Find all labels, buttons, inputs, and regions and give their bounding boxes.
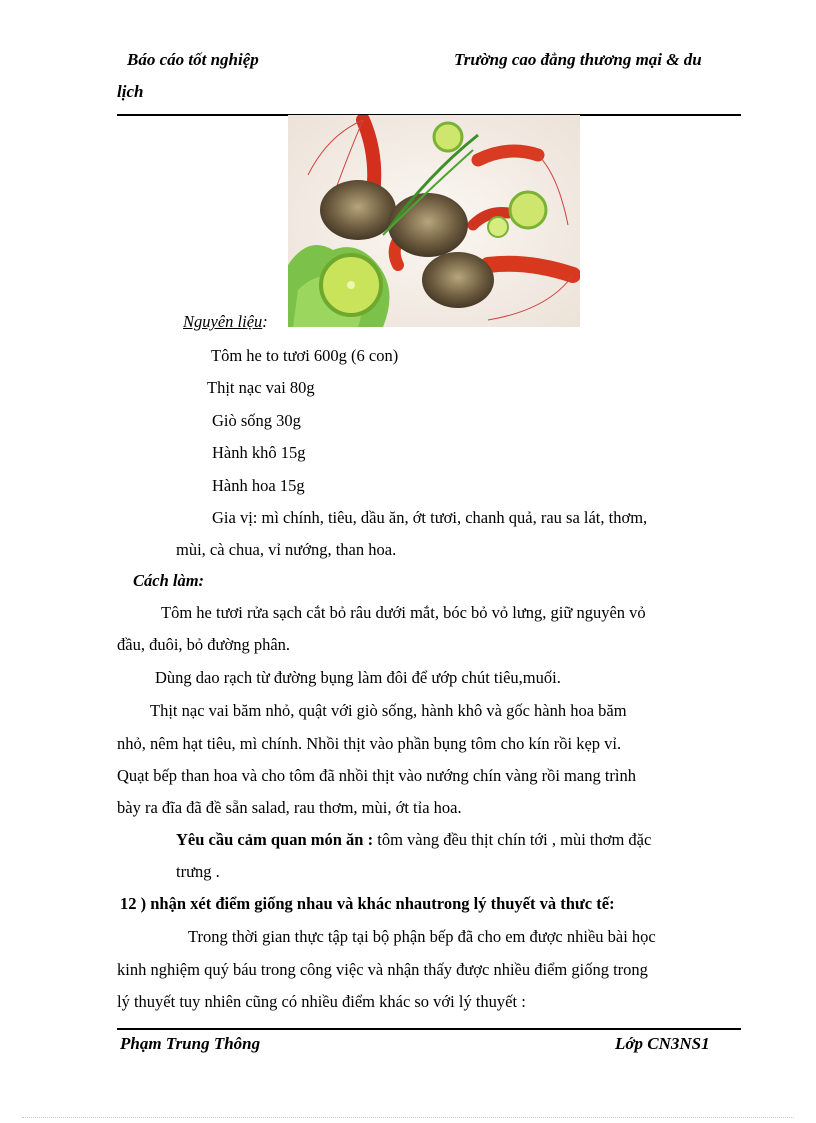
ingredients-heading-text: Nguyên liệu [183,312,263,331]
method-line: Thịt nạc vai băm nhỏ, quật với giò sống, hành khô và gốc hành hoa băm [150,701,627,720]
requirement-line [176,830,651,850]
ingredient-line: Giò sống 30g [212,411,301,430]
page-bottom-border [22,1117,794,1118]
ingredients-heading [183,312,268,332]
method-line: Dùng dao rạch từ đường bụng làm đôi để ướp chút tiêu,muối. [155,668,561,687]
grilled-shrimp-photo [288,115,580,327]
ingredients-heading-colon: : [262,312,268,331]
header-school-name: Trường cao đẳng thương mại & du [454,50,702,69]
requirement-wrap: trưng . [176,862,220,881]
section-12-line: Trong thời gian thực tập tại bộ phận bếp đã cho em được nhiều bài học [188,927,656,946]
ingredient-line: mùi, cà chua, vỉ nướng, than hoa. [176,540,397,559]
header-report-title: Báo cáo tốt nghiệp [127,50,259,69]
ingredient-line: Hành khô 15g [212,443,306,462]
method-line: Tôm he tươi rửa sạch cắt bỏ râu dưới mắt, bóc bỏ vỏ lưng, giữ nguyên vỏ [161,603,646,622]
section-12-line: lý thuyết tuy nhiên cũng có nhiều điểm khác so với lý thuyết : [117,992,526,1011]
method-line: bày ra đĩa đã đề sẵn salad, rau thơm, mùi, ớt tỉa hoa. [117,798,462,817]
footer-author: Phạm Trung Thông [120,1034,261,1053]
footer-class: Lớp CN3NS1 [615,1034,710,1053]
ingredient-line: Tôm he to tươi 600g (6 con) [211,346,399,365]
section-12-heading: 12 ) nhận xét điểm giống nhau và khác nhautrong lý thuyết và thưc tế: [120,894,615,913]
method-line: Quạt bếp than hoa và cho tôm đã nhồi thịt vào nướng chín vàng rồi mang trình [117,766,636,785]
header-school-name-wrap: lịch [117,82,144,101]
method-line: nhỏ, nêm hạt tiêu, mì chính. Nhồi thịt vào phần bụng tôm cho kín rồi kẹp vỉ. [117,734,622,753]
ingredient-line: Thịt nạc vai 80g [207,378,315,397]
requirement-text: tôm vàng đều thịt chín tới , mùi thơm đặc [373,830,652,849]
ingredient-line: Gia vị: mì chính, tiêu, dầu ăn, ớt tươi, chanh quả, rau sa lát, thơm, [212,508,648,527]
footer-rule [117,1028,741,1030]
section-12-line: kinh nghiệm quý báu trong công việc và nhận thấy được nhiều điểm giống trong [117,960,648,979]
ingredient-line: Hành hoa 15g [212,476,305,495]
method-line: đầu, đuôi, bỏ đường phân. [117,635,291,654]
method-heading: Cách làm: [133,571,205,590]
requirement-label: Yêu cầu cảm quan món ăn : [176,830,374,849]
